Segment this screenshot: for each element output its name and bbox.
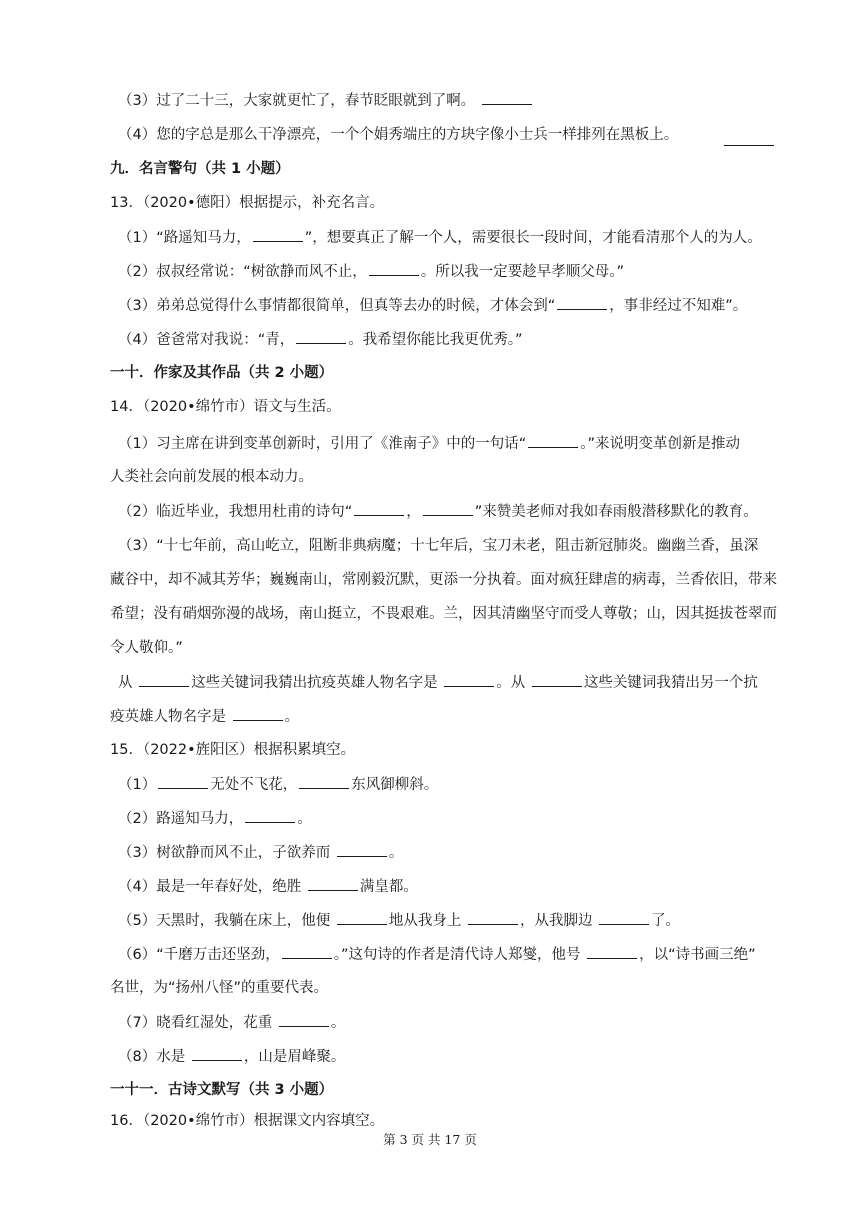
q14-item-3-line3: 希望；没有硝烟弥漫的战场，南山挺立，不畏艰难。兰，因其清幽坚守而受人尊敬；山，因其挺拔苍翠而 xyxy=(110,606,777,622)
answer-blank[interactable] xyxy=(139,672,189,687)
q12-item-4: （4）您的字总是那么干净漂亮，一个个娟秀端庄的方块字像小士兵一样排列在黑板上。 xyxy=(0,125,860,145)
page-footer: 第 3 页 共 17 页 xyxy=(383,1132,477,1147)
question-15: 15．（2022•旌阳区）根据积累填空。 xyxy=(110,742,356,758)
q14-item-1-cont: 人类社会向前发展的根本动力。 xyxy=(110,469,313,485)
q14-item-3-line4: 令人敬仰。” xyxy=(110,640,183,656)
q15-item-1: （1） 无处不飞花， 东风御柳斜。 xyxy=(0,774,860,795)
section-heading-9: 九．名言警句（共 1 小题） xyxy=(110,161,290,177)
answer-blank[interactable] xyxy=(337,910,387,925)
q15-item-4: （4）最是一年春好处，绝胜 满皇都。 xyxy=(0,876,860,897)
q14-item-3-line2: 藏谷中，却不减其芳华；巍巍南山，常刚毅沉默，更添一分执着。面对疯狂肆虐的病毒，兰香依旧，带来 xyxy=(110,572,777,588)
answer-blank[interactable] xyxy=(233,706,283,721)
answer-blank[interactable] xyxy=(599,910,649,925)
answer-blank[interactable] xyxy=(369,261,419,276)
q13-item-4: （4）爸爸常对我说：“青， 。我希望你能比我更优秀。” xyxy=(0,329,860,350)
question-14: 14．（2020•绵竹市）语文与生活。 xyxy=(110,399,341,415)
answer-blank[interactable] xyxy=(158,774,208,789)
q14-item-4: 从 这些关键词我猜出抗疫英雄人物名字是 。从 这些关键词我猜出另一个抗 xyxy=(0,672,860,693)
answer-blank[interactable] xyxy=(245,808,295,823)
q15-item-5: （5）天黑时，我躺在床上，他便 地从我身上 ，从我脚边 了。 xyxy=(0,910,860,931)
q14-item-3-line1: （3）“十七年前，高山屹立，阻断非典病魔；十七年后，宝刀未老，阻击新冠肺炎。幽幽兰香，虽深 xyxy=(118,538,759,554)
q15-item-6: （6）“千磨万击还坚劲， 。”这句诗的作者是清代诗人郑燮，他号 ，以“诗书画三绝” xyxy=(0,944,860,965)
answer-blank[interactable] xyxy=(308,876,358,891)
answer-blank[interactable] xyxy=(482,90,532,105)
answer-blank[interactable] xyxy=(587,944,637,959)
section-heading-10: 一十．作家及其作品（共 2 小题） xyxy=(110,365,334,381)
answer-blank[interactable] xyxy=(337,842,387,857)
question-16: 16．（2020•绵竹市）根据课文内容填空。 xyxy=(110,1113,385,1129)
q13-item-2: （2）叔叔经常说：“树欲静而风不止， 。所以我一定要趁早孝顺父母。” xyxy=(0,261,860,282)
q14-item-2: （2）临近毕业，我想用杜甫的诗句“ ， ”来赞美老师对我如春雨般潜移默化的教育。 xyxy=(0,501,860,522)
q14-item-4-cont: 疫英雄人物名字是 。 xyxy=(0,706,860,727)
answer-blank[interactable] xyxy=(354,501,404,516)
answer-blank[interactable] xyxy=(192,1046,242,1061)
answer-blank[interactable] xyxy=(724,131,774,146)
answer-blank[interactable] xyxy=(279,1012,329,1027)
answer-blank[interactable] xyxy=(444,672,494,687)
answer-blank[interactable] xyxy=(423,501,473,516)
q15-item-7: （7）晓看红湿处，花重 。 xyxy=(0,1012,860,1033)
q15-item-3: （3）树欲静而风不止，子欲养而 。 xyxy=(0,842,860,863)
q15-item-6-cont: 名世，为“扬州八怪”的重要代表。 xyxy=(110,980,329,996)
q15-item-2: （2）路遥知马力， 。 xyxy=(0,808,860,829)
question-13: 13．（2020•德阳）根据提示，补充名言。 xyxy=(110,195,385,211)
answer-blank[interactable] xyxy=(296,329,346,344)
answer-blank[interactable] xyxy=(532,672,582,687)
q13-item-1: （1）“路遥知马力， ”，想要真正了解一个人，需要很长一段时间，才能看清那个人的为人。 xyxy=(0,227,860,248)
q12-item-3: （3）过了二十三，大家就更忙了，春节眨眼就到了啊。 xyxy=(0,90,860,111)
q14-item-1: （1）习主席在讲到变革创新时，引用了《淮南子》中的一句话“ 。”来说明变革创新是推动 xyxy=(0,433,860,454)
q15-item-8: （8）水是 ，山是眉峰聚。 xyxy=(0,1046,860,1067)
answer-blank[interactable] xyxy=(282,944,332,959)
answer-blank[interactable] xyxy=(299,774,349,789)
answer-blank[interactable] xyxy=(253,227,303,242)
answer-blank[interactable] xyxy=(528,433,578,448)
q13-item-3: （3）弟弟总觉得什么事情都很简单，但真等去办的时候，才体会到“ ，事非经过不知难”。 xyxy=(0,295,860,316)
answer-blank[interactable] xyxy=(468,910,518,925)
section-heading-11: 一十一．古诗文默写（共 3 小题） xyxy=(110,1082,334,1098)
answer-blank[interactable] xyxy=(557,295,607,310)
